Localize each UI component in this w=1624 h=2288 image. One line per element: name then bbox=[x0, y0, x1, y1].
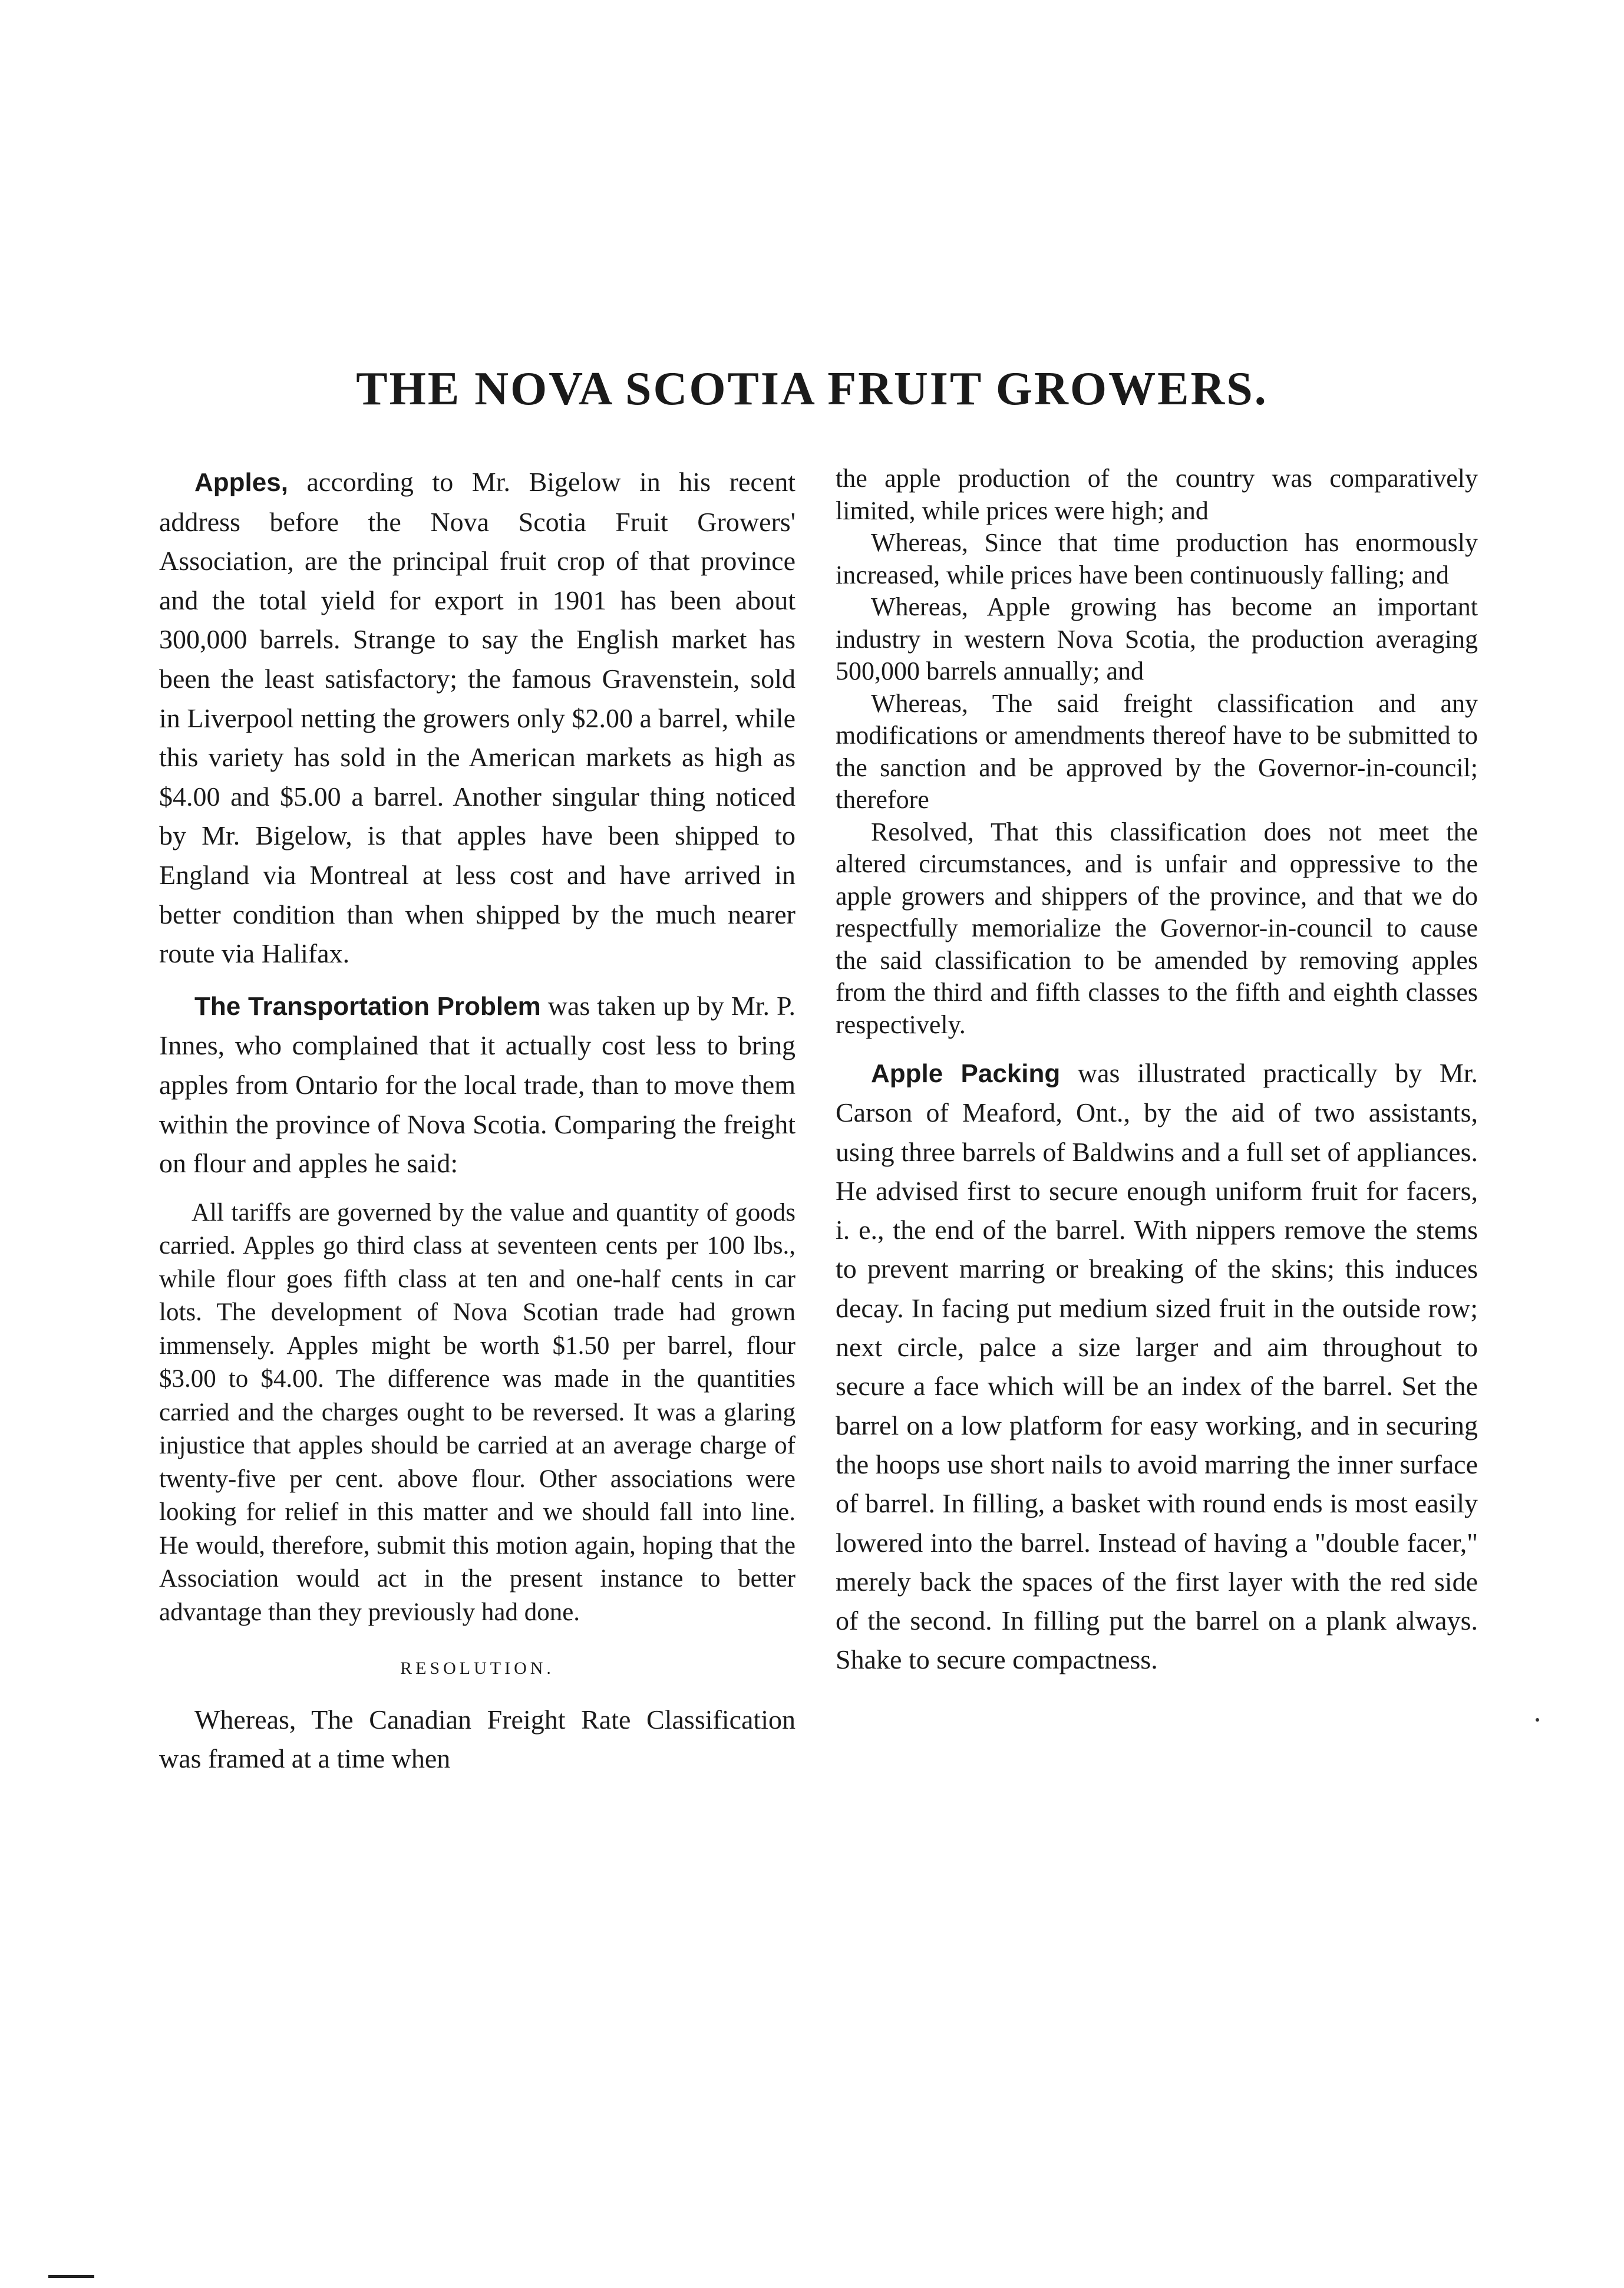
apple-packing-paragraph-text: was illustrated practically by Mr. Carson of Meaford, Ont., by the aid of two assistants, using three barrels of Baldwins and a full set of appliances. He advised first to secure enough uniform fruit for facers, i. e., the end of the barrel. With nippers remove the stems to prevent marring or breaking of the skins; this induces decay. In facing put medium sized fruit in the outside row; next circle, palce a size larger and aim throughout to secure a face which will be an index of the barrel. Set the barrel on a low platform for easy working, and in securing the hoops use short nails to avoid marring the inner surface of barrel. In filling, a basket with round ends is most easily lowered into the barrel. Instead of having a "double facer," merely back the spaces of the first layer with the red side of the second. In filling put the barrel on a plank always. Shake to secure compactness. bbox=[836, 1058, 1478, 1675]
resolution-heading: RESOLUTION. bbox=[400, 1659, 554, 1679]
resolved-clause: Resolved, That this classification does not meet the altered circumstances, and is unfair and oppressive to the apple growers and shippers of the province, and that we do respectfully memorialize the Governor-in-council to cause the said classification to be amended by removing apples from the third and fifth classes to the fifth and eighth classes respectively. bbox=[836, 817, 1478, 1039]
whereas-3: Whereas, Apple growing has become an important industry in western Nova Scotia, the production averaging 500,000 barrels annually; and bbox=[836, 592, 1478, 685]
whereas-1-continued: the apple production of the country was comparatively limited, while prices were high; and bbox=[836, 464, 1478, 525]
transportation-paragraph-text: was taken up by Mr. P. Innes, who complained that it actually cost less to bring apples from Ontario for the local trade, than to move them within the province of Nova Scotia. Comparing the freight on flour and apples he said: bbox=[159, 990, 796, 1179]
apple-packing-runin-heading: Apple Packing bbox=[871, 1059, 1061, 1088]
whereas-2: Whereas, Since that time production has enormously increased, while prices have been continuously falling; and bbox=[836, 528, 1478, 589]
print-speck bbox=[1536, 1718, 1539, 1722]
article-title: THE NOVA SCOTIA FRUIT GROWERS. bbox=[356, 363, 1268, 415]
whereas-1-start: Whereas, The Canadian Freight Rate Classification was framed at a time when bbox=[159, 1704, 796, 1774]
page-edge-mark bbox=[48, 2275, 94, 2278]
right-column bbox=[836, 463, 1478, 1680]
transportation-runin-heading: The Transportation Problem bbox=[194, 991, 541, 1021]
transportation-paragraph bbox=[159, 987, 796, 1183]
innes-quote: All tariffs are governed by the value and quantity of goods carried. Apples go third class at seventeen cents per 100 lbs., while flour goes fifth class at ten and one-half cents in car lots. The development of Nova Scotian trade had grown immensely. Apples might be worth $1.50 per barrel, flour $3.00 to $4.00. The difference was made in the quantities carried and the charges ought to be reversed. It was a glaring injustice that apples should be carried at an average charge of twenty-five per cent. above flour. Other associations were looking for relief in this matter and we should fall into line. He would, therefore, submit this motion again, hoping that the Association would act in the present instance to better advantage than they previously had done. bbox=[159, 1198, 796, 1626]
apple-packing-paragraph bbox=[836, 1054, 1478, 1680]
apples-paragraph-text: according to Mr. Bigelow in his recent address before the Nova Scotia Fruit Growers' Association, are the principal fruit crop of that province and the total yield for export in 1901 has been about 300,000 barrels. Strange to say the English market has been the least satisfactory; the famous Gravenstein, sold in Liverpool netting the growers only $2.00 a barrel, while this variety has sold in the American markets as high as $4.00 and $5.00 a barrel. Another singular thing noticed by Mr. Bigelow, is that apples have been shipped to England via Montreal at less cost and have arrived in better condition than when shipped by the much nearer route via Halifax. bbox=[159, 467, 796, 969]
whereas-4: Whereas, The said freight classification and any modifications or amendments thereof have to be submitted to the sanction and be approved by the Governor-in-council; therefore bbox=[836, 688, 1478, 814]
apples-runin-heading: Apples, bbox=[194, 468, 288, 497]
left-column bbox=[159, 463, 796, 1779]
apples-paragraph bbox=[159, 463, 796, 974]
